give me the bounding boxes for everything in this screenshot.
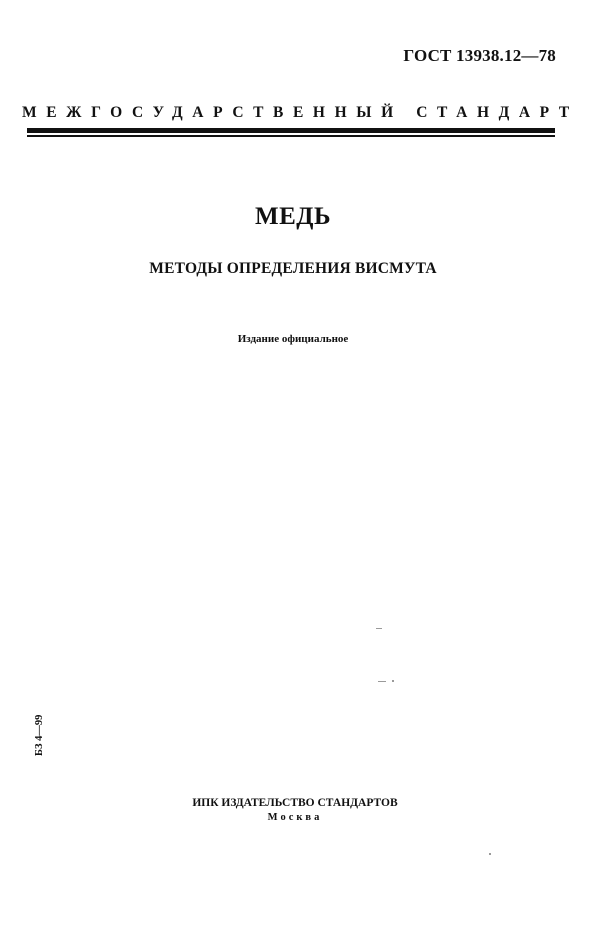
scan-speck (378, 681, 386, 682)
standard-number: ГОСТ 13938.12—78 (403, 46, 556, 65)
header-rule-thick (27, 128, 555, 133)
side-catalog-code: БЗ 4—99 (34, 714, 45, 756)
publisher-name: ИПК ИЗДАТЕЛЬСТВО СТАНДАРТОВ (192, 797, 398, 809)
scan-speck (489, 853, 491, 855)
interstate-standard-banner: МЕЖГОСУДАРСТВЕННЫЙ СТАНДАРТ (22, 104, 579, 121)
edition-note: Издание официальное (237, 333, 349, 345)
publisher-city: Москва (267, 812, 323, 823)
document-title: МЕДЬ (255, 203, 331, 230)
document-subtitle: МЕТОДЫ ОПРЕДЕЛЕНИЯ ВИСМУТА (149, 260, 437, 277)
scan-speck (392, 680, 394, 682)
header-rule-thin (27, 135, 555, 137)
scan-speck (376, 628, 382, 629)
